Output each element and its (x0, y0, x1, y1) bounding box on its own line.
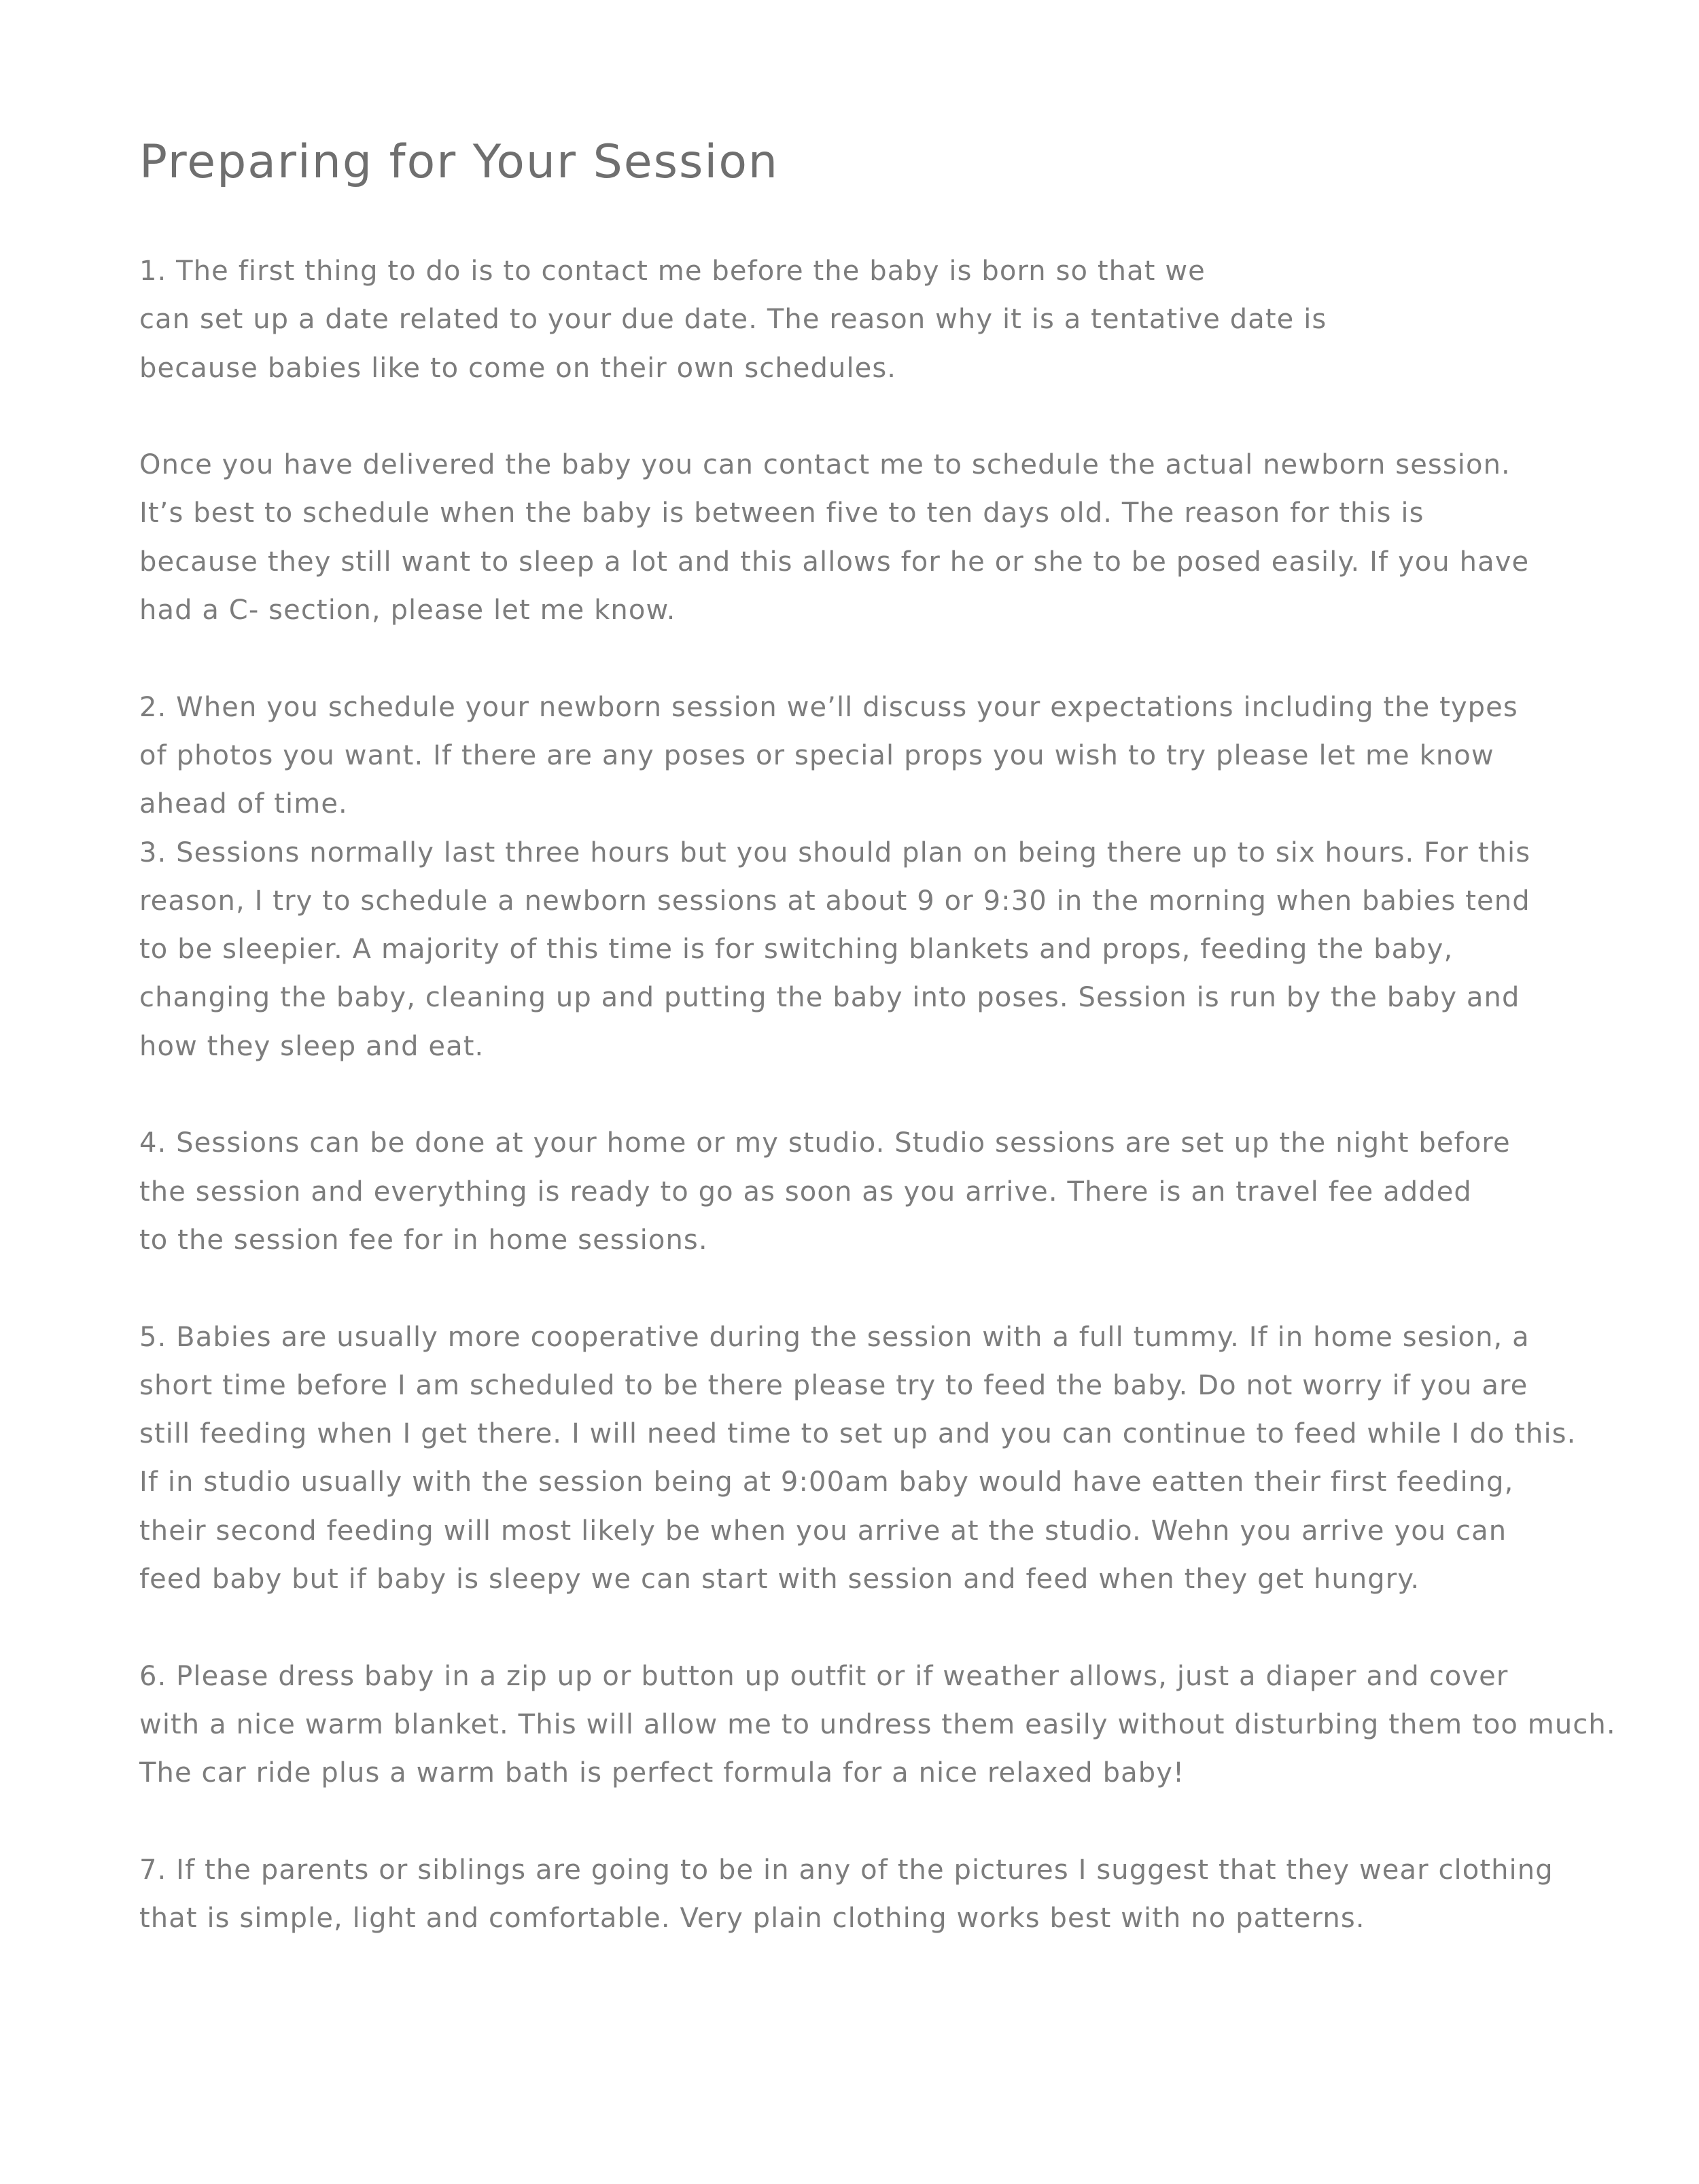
text-line: 5. Babies are usually more cooperative during the session with a full tummy. If in home sesion, a (139, 1321, 1530, 1353)
text-line: ahead of time. (139, 788, 348, 820)
text-line: 4. Sessions can be done at your home or my studio. Studio sessions are set up the night before (139, 1127, 1511, 1159)
text-line: 3. Sessions normally last three hours but you should plan on being there up to six hours. For this (139, 836, 1531, 868)
text-line: 1. The first thing to do is to contact me before the baby is born so that we (139, 256, 1206, 287)
paragraph-gap (139, 1071, 1675, 1119)
text-line: 7. If the parents or siblings are going to be in any of the pictures I suggest that they wear clothing (139, 1854, 1554, 1886)
paragraph-gap (139, 1604, 1675, 1652)
text-line: changing the baby, cleaning up and putting the baby into poses. Session is run by the baby and (139, 982, 1520, 1014)
text-line: It’s best to schedule when the baby is between five to ten days old. The reason for this is (139, 497, 1424, 529)
text-line: feed baby but if baby is sleepy we can start with session and feed when they get hungry. (139, 1564, 1420, 1596)
text-line: 2. When you schedule your newborn session we’ll discuss your expectations including the types (139, 691, 1518, 723)
text-line: reason, I try to schedule a newborn sessions at about 9 or 9:30 in the morning when babies tend (139, 885, 1530, 917)
paragraph-gap (139, 1798, 1675, 1846)
text-line: because babies like to come on their own schedules. (139, 352, 897, 384)
text-line: The car ride plus a warm bath is perfect formula for a nice relaxed baby! (139, 1757, 1185, 1789)
text-line: had a C- section, please let me know. (139, 595, 676, 627)
paragraph-gap (139, 635, 1675, 683)
text-line: of photos you want. If there are any poses or special props you wish to try please let me know (139, 739, 1494, 771)
text-line: to the session fee for in home sessions. (139, 1224, 708, 1256)
text-line: their second feeding will most likely be when you arrive at the studio. Wehn you arrive you can (139, 1515, 1507, 1547)
text-line: how they sleep and eat. (139, 1030, 485, 1062)
text-line: can set up a date related to your due date. The reason why it is a tentative date is (139, 304, 1327, 336)
text-line: 6. Please dress baby in a zip up or button up outfit or if weather allows, just a diaper and cover (139, 1660, 1509, 1692)
text-line: If in studio usually with the session being at 9:00am baby would have eatten their first feeding, (139, 1466, 1514, 1498)
paragraph-gap (139, 393, 1675, 441)
document-body (139, 247, 1675, 1943)
text-line: to be sleepier. A majority of this time is for switching blankets and props, feeding the baby, (139, 934, 1454, 966)
page-title: Preparing for Your Session (139, 135, 780, 189)
text-line: short time before I am scheduled to be there please try to feed the baby. Do not worry if you are (139, 1369, 1528, 1401)
text-line: with a nice warm blanket. This will allow me to undress them easily without disturbing them too much. (139, 1708, 1616, 1740)
text-line: Once you have delivered the baby you can contact me to schedule the actual newborn session. (139, 449, 1511, 481)
text-line: because they still want to sleep a lot and this allows for he or she to be posed easily. If you have (139, 546, 1530, 578)
text-line: still feeding when I get there. I will need time to set up and you can continue to feed while I do this. (139, 1418, 1577, 1450)
paragraph-gap (139, 1265, 1675, 1313)
text-line: that is simple, light and comfortable. Very plain clothing works best with no patterns. (139, 1903, 1365, 1935)
text-line: the session and everything is ready to go as soon as you arrive. There is an travel fee added (139, 1176, 1472, 1208)
